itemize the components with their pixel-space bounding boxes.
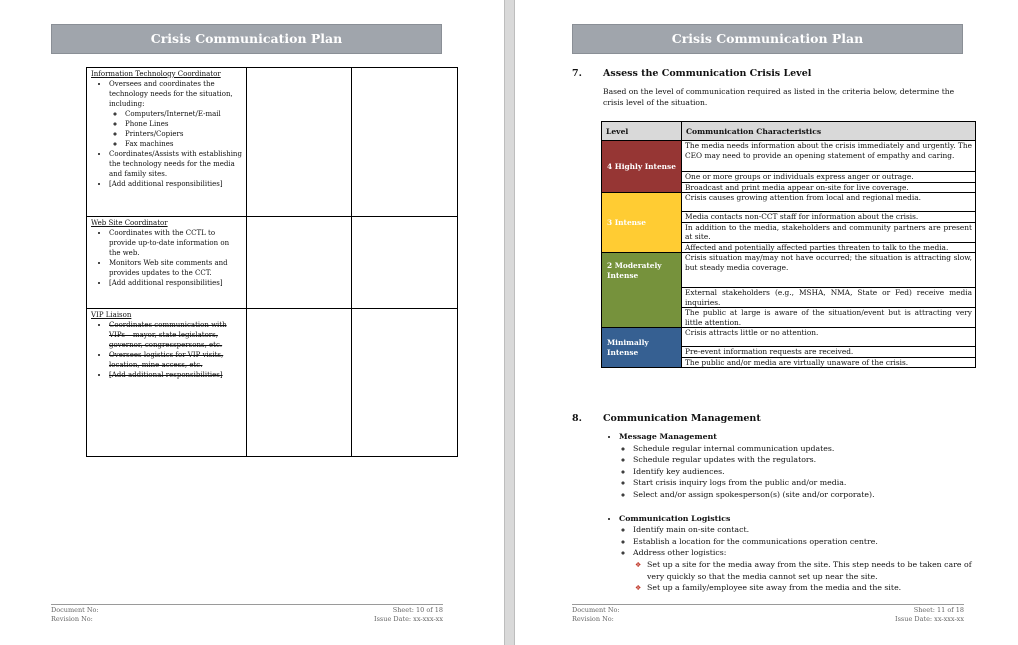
table-cell-empty[interactable] bbox=[352, 217, 458, 309]
list-item: ◦ Identify key audiences. bbox=[633, 466, 983, 478]
responsibilities-table bbox=[86, 67, 458, 457]
table-row bbox=[87, 217, 458, 309]
list-item: ◦ Schedule regular updates with the regulators. bbox=[633, 454, 983, 466]
list-item: ◦ Schedule regular internal communication updates. bbox=[633, 443, 983, 455]
item-text: Set up a site for the media away from the site. This step needs to be taken care of very quickly so that the media cannot set up near the site. bbox=[647, 559, 972, 581]
list-item: • Coordinates with the CCTL to provide up-to-date information on the web. bbox=[109, 228, 242, 258]
sub-list bbox=[109, 109, 242, 149]
bullet-list bbox=[91, 228, 242, 288]
table-cell-empty[interactable] bbox=[352, 68, 458, 217]
list-item: ◦ Select and/or assign spokesperson(s) (site and/or corporate). bbox=[633, 489, 983, 501]
sub-sub-list bbox=[633, 559, 983, 594]
list-item bbox=[635, 559, 983, 582]
table-row bbox=[602, 328, 976, 347]
characteristic-cell: Broadcast and print media appear on-site for live coverage. bbox=[682, 182, 976, 193]
list-item: • [Add additional responsibilities] bbox=[109, 179, 242, 189]
issue-date: Issue Date: xx-xxx-xx bbox=[374, 615, 443, 623]
sub-list bbox=[619, 524, 983, 594]
section-title: Communication Management bbox=[603, 413, 761, 424]
role-title: Web Site Coordinator bbox=[91, 219, 168, 227]
document-no-label: Document No: bbox=[51, 606, 99, 614]
group-heading: Communication Logistics bbox=[619, 513, 731, 523]
table-row bbox=[87, 309, 458, 457]
characteristic-cell: Crisis causes growing attention from local and regional media. bbox=[682, 193, 976, 212]
page-footer bbox=[51, 604, 443, 624]
table-cell bbox=[87, 217, 247, 309]
page-footer bbox=[572, 604, 964, 624]
characteristic-cell: The public at large is aware of the situation/event but is attracting very little attention. bbox=[682, 308, 976, 328]
diamond-bullet-icon: ❖ bbox=[635, 560, 642, 569]
table-row bbox=[602, 253, 976, 288]
list-item: ◦ Identify main on-site contact. bbox=[633, 524, 983, 536]
section-title: Assess the Communication Crisis Level bbox=[603, 68, 812, 79]
characteristic-cell: The media needs information about the crisis immediately and urgently. The CEO may need to provide an opening statement of empathy and caring. bbox=[682, 141, 976, 172]
sub-list bbox=[619, 443, 983, 501]
revision-no-label: Revision No: bbox=[572, 615, 614, 623]
level-cell: 4 Highly Intense bbox=[602, 141, 682, 193]
page-right bbox=[514, 0, 1018, 645]
item-text: Address other logistics: bbox=[633, 548, 727, 558]
table-cell bbox=[87, 68, 247, 217]
level-cell: 3 Intense bbox=[602, 193, 682, 253]
list-item: ◦ Printers/Copiers bbox=[125, 129, 242, 139]
characteristic-cell: In addition to the media, stakeholders and community partners are present at site. bbox=[682, 222, 976, 242]
column-header-level: Level bbox=[602, 122, 682, 141]
characteristic-cell: Affected and potentially affected parties threaten to talk to the media. bbox=[682, 242, 976, 253]
table-cell-empty[interactable] bbox=[352, 309, 458, 457]
document-no-label: Document No: bbox=[572, 606, 620, 614]
list-item: • Oversees logistics for VIP visits, location, mine access, etc. bbox=[109, 350, 242, 370]
characteristic-cell: Pre-event information requests are received. bbox=[682, 347, 976, 358]
bullet-list bbox=[91, 320, 242, 380]
item-text: Oversees and coordinates the technology needs for the situation, including: bbox=[109, 80, 233, 108]
table-cell-empty[interactable] bbox=[247, 217, 352, 309]
communication-management-body bbox=[603, 431, 983, 594]
section-7-intro: Based on the level of communication required as listed in the criteria below, determine the crisis level of the situation. bbox=[603, 87, 955, 107]
issue-date: Issue Date: xx-xxx-xx bbox=[895, 615, 964, 623]
section-number: 7. bbox=[572, 68, 582, 79]
diamond-bullet-icon: ❖ bbox=[635, 584, 642, 593]
characteristic-cell: Crisis attracts little or no attention. bbox=[682, 328, 976, 347]
list-item: ◦ Fax machines bbox=[125, 139, 242, 149]
section-number: 8. bbox=[572, 413, 582, 424]
characteristic-cell: Media contacts non-CCT staff for information about the crisis. bbox=[682, 212, 976, 223]
table-cell bbox=[87, 309, 247, 457]
role-title: Information Technology Coordinator bbox=[91, 70, 221, 78]
role-title: VIP Liaison bbox=[91, 311, 132, 319]
list-item: ◦ Establish a location for the communications operation centre. bbox=[633, 536, 983, 548]
characteristic-cell: One or more groups or individuals express anger or outrage. bbox=[682, 172, 976, 183]
characteristic-cell: External stakeholders (e.g., MSHA, NMA, State or Fed) receive media inquiries. bbox=[682, 288, 976, 308]
page-header-banner: Crisis Communication Plan bbox=[572, 24, 963, 54]
revision-no-label: Revision No: bbox=[51, 615, 93, 623]
list-item: • Coordinates communication with VIPs – mayor, state legislators, governor, congresspersons, etc. bbox=[109, 320, 242, 350]
list-item: • [Add additional responsibilities] bbox=[109, 278, 242, 288]
bullet-list bbox=[603, 431, 983, 594]
table-header-row bbox=[602, 122, 976, 141]
list-item bbox=[633, 547, 983, 593]
column-header-characteristics: Communication Characteristics bbox=[682, 122, 976, 141]
list-item bbox=[635, 582, 983, 594]
page-header-banner: Crisis Communication Plan bbox=[51, 24, 442, 54]
characteristic-cell: Crisis situation may/may not have occurred; the situation is attracting slow, but steady media coverage. bbox=[682, 253, 976, 288]
page-left bbox=[0, 0, 505, 645]
group-heading: Message Management bbox=[619, 432, 717, 441]
list-item: • [Add additional responsibilities] bbox=[109, 370, 242, 380]
list-item: ◦ Start crisis inquiry logs from the public and/or media. bbox=[633, 477, 983, 489]
item-text: Set up a family/employee site away from the media and the site. bbox=[647, 583, 902, 593]
sheet-number: Sheet: 11 of 18 bbox=[913, 606, 964, 614]
list-item: • Coordinates/Assists with establishing the technology needs for the media and family sites. bbox=[109, 149, 242, 179]
bullet-list bbox=[91, 79, 242, 189]
list-item bbox=[109, 79, 242, 149]
characteristic-cell: The public and/or media are virtually unaware of the crisis. bbox=[682, 357, 976, 368]
table-cell-empty[interactable] bbox=[247, 309, 352, 457]
list-item bbox=[619, 431, 983, 501]
table-row bbox=[602, 141, 976, 172]
list-item: ◦ Phone Lines bbox=[125, 119, 242, 129]
level-cell: 2 Moderately Intense bbox=[602, 253, 682, 328]
list-item bbox=[619, 513, 983, 594]
table-cell-empty[interactable] bbox=[247, 68, 352, 217]
level-cell: Minimally Intense bbox=[602, 328, 682, 368]
list-item: ◦ Computers/Internet/E-mail bbox=[125, 109, 242, 119]
table-row bbox=[87, 68, 458, 217]
sheet-number: Sheet: 10 of 18 bbox=[392, 606, 443, 614]
crisis-level-table bbox=[601, 121, 976, 368]
list-item: • Monitors Web site comments and provides updates to the CCT. bbox=[109, 258, 242, 278]
table-row bbox=[602, 193, 976, 212]
